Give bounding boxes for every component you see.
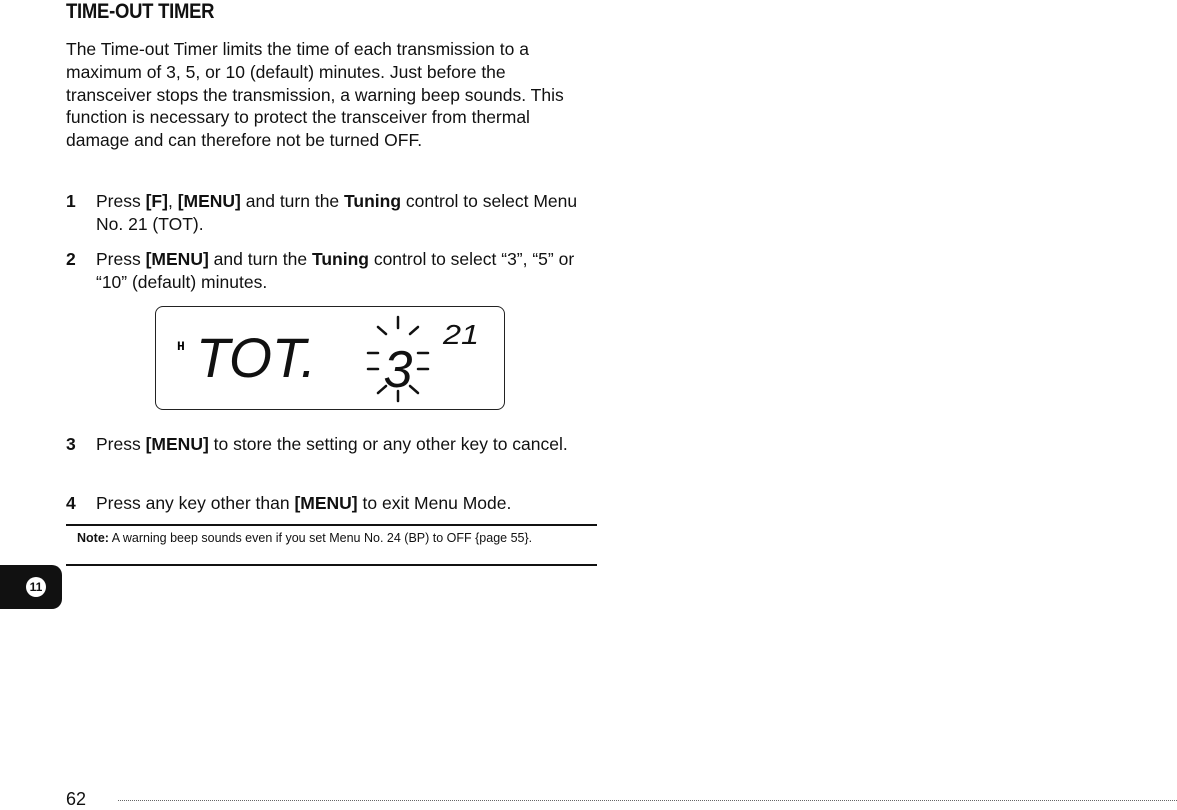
step-number: 4: [66, 493, 76, 513]
chapter-tab: [0, 565, 62, 609]
page-number: 62: [66, 789, 87, 809]
step-number: 3: [66, 434, 76, 454]
step-text: Press [MENU] to store the setting or any other key to cancel.: [96, 434, 568, 454]
lcd-value: 3: [383, 341, 413, 399]
note-box: [66, 524, 597, 566]
tuning-control: Tuning: [344, 191, 402, 211]
step-text: Press any key other than [MENU] to exit Menu Mode.: [96, 493, 512, 513]
step-number: 1: [66, 191, 76, 211]
key-f: [F]: [145, 191, 168, 211]
note-label: Note:: [77, 531, 109, 545]
key-menu: [MENU]: [294, 493, 358, 513]
lcd-display: [155, 306, 505, 410]
lcd-menu-number: 21: [441, 319, 479, 350]
lcd-label: TOT.: [196, 326, 316, 389]
lcd-indicator: H: [177, 339, 185, 354]
note-text: A warning beep sounds even if you set Menu No. 24 (BP) to OFF {page 55}.: [108, 531, 533, 545]
step-text: Press [F], [MENU] and turn the Tuning control to select Menu No. 21 (TOT).: [96, 191, 578, 234]
footer-dotted-rule: [118, 800, 1177, 801]
step-1: [66, 190, 601, 236]
step-number: 2: [66, 249, 76, 269]
key-menu: [MENU]: [177, 191, 241, 211]
lcd-segments: [156, 307, 506, 411]
step-4: [66, 492, 601, 515]
key-menu: [MENU]: [145, 434, 209, 454]
key-menu: [MENU]: [145, 249, 209, 269]
step-text: Press [MENU] and turn the Tuning control to select “3”, “5” or “10” (default) minutes.: [96, 249, 575, 292]
section-title: TIME-OUT TIMER: [66, 0, 215, 23]
step-3: [66, 433, 601, 456]
tuning-control: Tuning: [311, 249, 369, 269]
step-2: [66, 248, 601, 294]
intro-paragraph: The Time-out Timer limits the time of each transmission to a maximum of 3, 5, or 10 (default) minutes. Just before the transceiver stops the transmission, a warning beep sounds. This function is necessary to protect the transceiver from thermal damage and can therefore not be turned OFF.: [66, 39, 564, 151]
chapter-number-icon: 11: [26, 577, 46, 597]
